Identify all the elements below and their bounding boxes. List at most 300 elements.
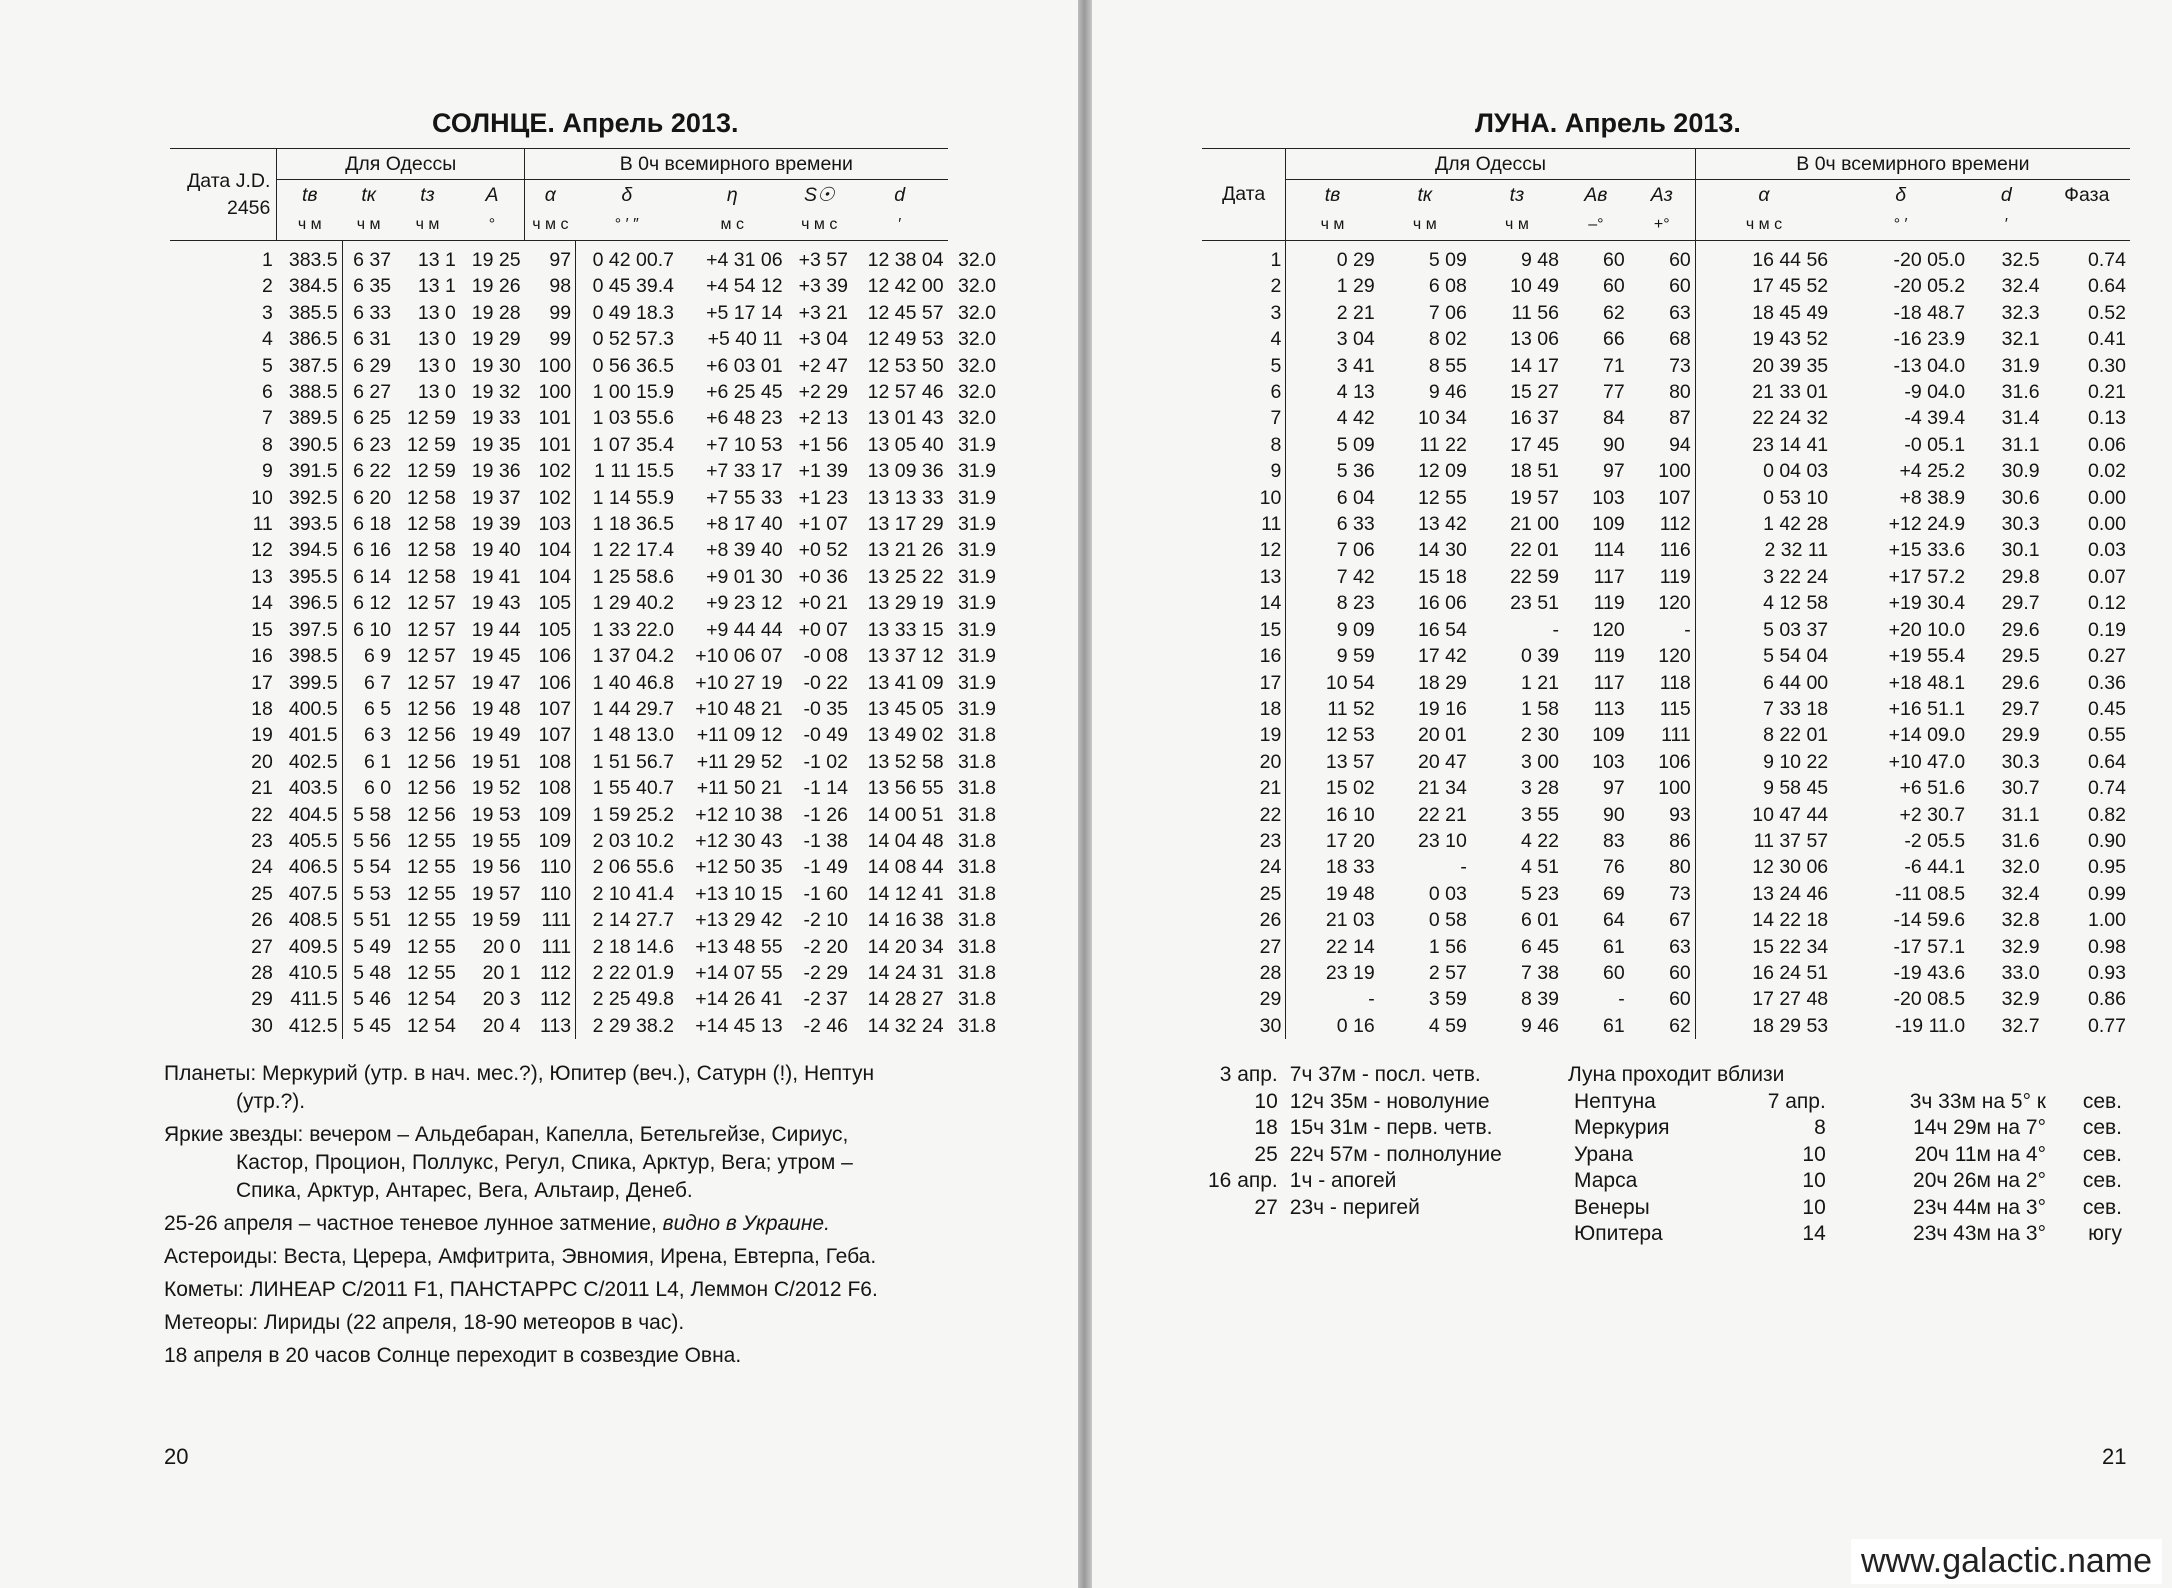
moon-table-row-cell: 0.93 <box>2088 961 2126 984</box>
sun-table-row-cell: +3 04 <box>798 328 848 351</box>
sun-table-row <box>170 537 1000 563</box>
sun-table-row-cell: 31.9 <box>958 513 996 536</box>
moon-table-row-cell: 15 18 <box>1418 565 1467 588</box>
sun-table-row-cell: -1 38 <box>803 829 848 852</box>
moon-table-row-cell: 64 <box>1603 909 1625 932</box>
sun-table-row-cell: +2 47 <box>798 354 848 377</box>
moon-conjunction-row-cell: сев. <box>2082 1142 2122 1166</box>
moon-phase-row-cell: 1ч - апогей <box>1289 1169 1397 1192</box>
sun-table-row-cell: 8 <box>262 433 273 456</box>
moon-phase-row-cell: 12ч 35м - новолуние <box>1289 1089 1490 1113</box>
moon-table-row-cell: -17 57.1 <box>1893 935 1966 958</box>
sun-table-row-cell: 98 <box>549 275 572 298</box>
moon-table-row-cell: 23 <box>1259 829 1282 852</box>
sun-table-row-cell: 2 06 55.6 <box>576 854 678 880</box>
sun-table-row-cell: 6 1 <box>342 749 395 775</box>
sun-table-row-cell: 12 54 <box>407 1014 456 1037</box>
sun-table-row-cell: +2 29 <box>798 381 848 404</box>
sun-table-row-cell: +5 17 14 <box>706 301 783 324</box>
moon-table-row <box>1202 326 2130 352</box>
sun-table-row-cell: 31.9 <box>958 671 996 694</box>
moon-table-row-cell: 5 09 <box>1428 249 1467 271</box>
right-page <box>1092 0 2172 1588</box>
moon-table-row-cell: 7 33 18 <box>1695 696 1832 722</box>
moon-table-row-cell: 15 22 34 <box>1695 934 1832 960</box>
moon-phase-row-cell: 22ч 57м - полнолуние <box>1289 1142 1502 1166</box>
moon-conjunction-row <box>1568 1195 2128 1222</box>
moon-table-row-cell: 30.3 <box>2001 750 2040 773</box>
moon-conjunction-row-cell: Юпитера <box>1574 1222 1663 1245</box>
sun-table-row-cell: +7 10 53 <box>706 433 783 456</box>
moon-table-row-cell: 11 52 <box>1286 696 1379 722</box>
moon-table-row <box>1202 670 2130 696</box>
moon-table-row-cell: 4 13 <box>1286 379 1379 405</box>
sun-table-row-cell: 109 <box>538 829 572 852</box>
sun-table-row-cell: 12 58 <box>407 486 456 509</box>
sun-table-row-cell: 2 <box>262 275 273 298</box>
moon-table-row-cell: 29.6 <box>2001 671 2040 694</box>
sun-table-row-cell: 12 57 <box>407 592 456 615</box>
sun-table-row-cell: 32.0 <box>958 328 996 351</box>
sun-table-row-cell: 13 21 26 <box>867 539 944 562</box>
page-number-right: 21 <box>2102 1444 2127 1469</box>
sun-table-row-cell: 5 54 <box>342 854 395 880</box>
moon-table-row-cell: 86 <box>1669 829 1691 852</box>
sun-table-row-cell: 410.5 <box>288 961 338 984</box>
moon-table-row-cell: 93 <box>1669 803 1691 826</box>
moon-table-row-cell: 60 <box>1603 275 1625 298</box>
moon-table-row-cell: +6 51.6 <box>1899 777 1966 800</box>
sun-table-row-cell: 12 56 <box>407 750 456 773</box>
moon-table-row <box>1202 379 2130 405</box>
moon-table-row-cell: 26 <box>1259 909 1282 932</box>
moon-table-row-cell: - <box>1460 856 1467 879</box>
sun-table-row-cell: 13 <box>251 565 273 588</box>
sun-table-row-cell: 1 18 36.5 <box>576 511 678 537</box>
moon-phase-row-cell: 18 <box>1254 1116 1278 1139</box>
moon-table-row-cell: 13 57 <box>1286 749 1379 775</box>
sun-table-row-cell: 1 22 17.4 <box>576 537 678 563</box>
moon-table-row-cell: 18 51 <box>1510 460 1559 483</box>
moon-phase-row <box>1202 1062 1508 1089</box>
sun-table-row <box>170 722 1000 748</box>
moon-table-row-cell: 10 <box>1259 486 1282 509</box>
moon-table-row-cell: 8 02 <box>1428 328 1467 351</box>
moon-table-row-cell: 60 <box>1669 961 1691 984</box>
moon-table-row-cell: 11 37 57 <box>1695 828 1832 854</box>
moon-table-row-cell: 100 <box>1658 460 1691 483</box>
moon-table-row-cell: - <box>1286 986 1379 1012</box>
sun-table-row-cell: 19 35 <box>471 433 521 456</box>
sun-table-row-cell: 13 33 15 <box>867 618 944 641</box>
sun-constellation-note: 18 апреля в 20 часов Солнце переходит в созвездие Овна. <box>164 1344 742 1367</box>
sun-table-row-cell: 13 45 05 <box>867 697 944 720</box>
sun-table-row-cell: 19 49 <box>471 724 521 747</box>
sun-table-row <box>170 960 1000 986</box>
sun-table-row-cell: 13 17 29 <box>867 513 944 536</box>
sun-table-row-cell: 100 <box>538 354 572 377</box>
moon-table-row-cell: 1 21 <box>1521 671 1559 694</box>
moon-table-row-cell: 4 59 <box>1428 1014 1467 1037</box>
sun-table-row-cell: 397.5 <box>288 618 338 641</box>
sun-table-row-cell: +2 13 <box>798 407 848 430</box>
moon-table-row-cell: -4 39.4 <box>1904 407 1966 430</box>
sun-table-row-cell: 384.5 <box>288 275 338 298</box>
moon-unit-av: –° <box>1563 210 1629 241</box>
sun-table-row-cell: +1 23 <box>798 486 848 509</box>
moon-table-row-cell: +19 55.4 <box>1888 645 1966 668</box>
moon-table-row-cell: 5 36 <box>1286 458 1379 484</box>
moon-table-row-cell: 31.6 <box>2001 829 2040 852</box>
moon-table-row-cell: 20 47 <box>1418 750 1467 773</box>
moon-table-row-cell: 116 <box>1659 539 1691 562</box>
moon-table-row-cell: 0.95 <box>2088 856 2126 879</box>
sun-table-row-cell: 401.5 <box>288 724 338 747</box>
moon-conjunction-row-cell: Урана <box>1574 1142 1634 1166</box>
moon-table-row-cell: 14 <box>1259 592 1282 615</box>
sun-table-row-cell: 102 <box>538 460 572 483</box>
moon-table-row-cell: 31.1 <box>2001 803 2040 826</box>
sun-table-row-cell: -0 08 <box>803 645 848 668</box>
sun-table-row-cell: 6 22 <box>342 458 395 484</box>
moon-table-row-cell: 14 17 <box>1510 354 1559 377</box>
moon-table-row-cell: 30.9 <box>2001 460 2040 483</box>
sun-table-row-cell: 27 <box>251 935 273 958</box>
sun-table-row-cell: 2 10 41.4 <box>576 881 678 907</box>
sun-table-row-cell: 1 37 04.2 <box>576 643 678 669</box>
moon-odessa-header: Для Одессы <box>1286 149 1695 180</box>
sun-table-row-cell: 6 14 <box>342 564 395 590</box>
sun-table-row-cell: 19 37 <box>471 486 521 509</box>
sun-table-row-cell: 31.9 <box>958 645 996 668</box>
moon-table-row-cell: 7 06 <box>1286 537 1379 563</box>
sun-table-row-cell: 32.0 <box>958 301 996 324</box>
sun-table-row-cell: 12 57 <box>407 618 456 641</box>
moon-table-row-cell: 1 42 28 <box>1695 511 1832 537</box>
sun-table-row-cell: 0 42 00.7 <box>576 241 678 274</box>
sun-table-row-cell: +8 39 40 <box>706 539 783 562</box>
sun-table-row-cell: 13 41 09 <box>867 671 944 694</box>
moon-conjunction-row <box>1568 1168 2128 1195</box>
moon-table-row-cell: 7 06 <box>1428 301 1467 324</box>
moon-conjunction-row-cell: 3ч 33м на 5° к <box>1909 1089 2046 1113</box>
sun-table-row-cell: 4 <box>262 328 273 351</box>
moon-table-row <box>1202 511 2130 537</box>
sun-table-row-cell: 13 0 <box>417 328 456 351</box>
moon-table-row-cell: +19 30.4 <box>1888 592 1966 615</box>
moon-phase-row-cell: 16 апр. <box>1208 1169 1278 1192</box>
sun-table-row-cell: 12 55 <box>407 935 456 958</box>
sun-table-row-cell: 12 57 <box>407 645 456 668</box>
moon-unit-phase <box>2044 210 2130 241</box>
sun-table-row <box>170 405 1000 431</box>
meteors-note: Метеоры: Лириды (22 апреля, 18-90 метеоров в час). <box>164 1311 685 1334</box>
moon-table-row-cell: +14 09.0 <box>1888 724 1966 747</box>
sun-table-row-cell: 389.5 <box>288 407 338 430</box>
sun-table-row-cell: 6 23 <box>342 432 395 458</box>
sun-table-row-cell: -0 35 <box>803 697 848 720</box>
moon-conjunction-row-cell: 23ч 43м на 3° <box>1913 1222 2046 1245</box>
sun-unit-tz: ч м <box>395 210 460 241</box>
sun-table-row <box>170 934 1000 960</box>
sun-table-row-cell: 13 09 36 <box>867 460 944 483</box>
sun-table-row-cell: 6 29 <box>342 353 395 379</box>
sun-table-row-cell: +3 39 <box>798 275 848 298</box>
moon-unit-tk: ч м <box>1379 210 1471 241</box>
moon-table-row-cell: 0.86 <box>2088 988 2126 1011</box>
moon-table-row-cell: 20 39 35 <box>1695 353 1832 379</box>
moon-table-row-cell: 90 <box>1603 433 1625 456</box>
moon-table-row-cell: 20 <box>1259 750 1282 773</box>
sun-table-row-cell: 23 <box>251 829 273 852</box>
sun-table-row <box>170 300 1000 326</box>
moon-table-row-cell: 14 30 <box>1418 539 1467 562</box>
conjunctions-title: Луна проходит вблизи <box>1568 1063 1785 1086</box>
sun-table-row-cell: 12 59 <box>407 433 456 456</box>
sun-table-row-cell: 19 52 <box>471 777 521 800</box>
sun-table-row-cell: 399.5 <box>288 671 338 694</box>
moon-table-row-cell: 30.6 <box>2001 486 2040 509</box>
moon-table-row-cell: 21 <box>1259 777 1282 800</box>
moon-table-row-cell: 23 51 <box>1510 592 1559 615</box>
sun-col-eta: η <box>726 183 738 206</box>
moon-table-row-cell: 119 <box>1659 565 1691 588</box>
moon-table-row-cell: 6 44 00 <box>1695 670 1832 696</box>
sun-table-row-cell: -1 49 <box>803 856 848 879</box>
moon-table-row-cell: 9 <box>1270 460 1282 483</box>
moon-phase-row-cell: 10 <box>1254 1089 1278 1113</box>
moon-table-row-cell: 60 <box>1603 249 1625 271</box>
sun-table-row <box>170 828 1000 854</box>
moon-table-row <box>1202 643 2130 669</box>
sun-table-row-cell: 19 51 <box>471 750 521 773</box>
sun-table-row-cell: 14 08 44 <box>867 856 944 879</box>
sun-table-row-cell: +4 54 12 <box>706 275 783 298</box>
sun-table-row-cell: 20 <box>251 750 273 773</box>
moon-table-row <box>1202 854 2130 880</box>
moon-table-row-cell: 32.9 <box>2001 935 2040 958</box>
sun-table-row-cell: 19 32 <box>471 381 521 404</box>
sun-table-row-cell: 407.5 <box>288 882 338 905</box>
moon-table-row-cell: +15 33.6 <box>1888 539 1966 562</box>
sun-table-row-cell: 1 14 55.9 <box>576 485 678 511</box>
moon-table-row-cell: 16 44 56 <box>1695 241 1832 274</box>
moon-table-row-cell: 30.3 <box>2001 513 2040 536</box>
sun-table-row-cell: 11 <box>252 513 273 536</box>
sun-table-row-cell: 19 29 <box>471 328 521 351</box>
moon-table-row-cell: -20 08.5 <box>1893 988 1966 1011</box>
moon-table-row-cell: 3 55 <box>1521 803 1559 826</box>
sun-table-row-cell: 19 53 <box>471 803 521 826</box>
moon-table-row-cell: 5 23 <box>1521 882 1559 905</box>
moon-table-row-cell: 115 <box>1659 697 1691 720</box>
sun-table-row-cell: 6 9 <box>342 643 395 669</box>
sun-table-row-cell: 5 58 <box>342 802 395 828</box>
sun-table-row-cell: 3 <box>262 301 273 324</box>
moon-table-row-cell: 3 41 <box>1286 353 1379 379</box>
sun-table-row-cell: 111 <box>541 909 572 932</box>
moon-table-row-cell: 1 58 <box>1521 697 1559 720</box>
sun-table-row-cell: 1 00 15.9 <box>576 379 678 405</box>
moon-ephemeris-table <box>1202 148 2130 1039</box>
sun-table-row-cell: 16 <box>251 645 273 668</box>
moon-table-row-cell: 0.03 <box>2088 539 2126 562</box>
moon-table-row-cell: 120 <box>1592 618 1625 641</box>
sun-table-row-cell: 108 <box>538 750 572 773</box>
moon-table-row-cell: 0.64 <box>2088 275 2126 298</box>
moon-col-tv: tв <box>1286 180 1379 211</box>
moon-table-row-cell: 100 <box>1658 777 1691 800</box>
moon-table-row-cell: 12 30 06 <box>1695 854 1832 880</box>
sun-table-row-cell: 31.9 <box>958 460 996 483</box>
moon-table-row-cell: 29.5 <box>2001 645 2040 668</box>
moon-table-row-cell: 0.98 <box>2088 935 2126 958</box>
moon-table-row-cell: 10 49 <box>1510 275 1559 298</box>
sun-table-row-cell: 6 33 <box>342 300 395 326</box>
sun-table-row-cell: 107 <box>538 724 572 747</box>
sun-table-row-cell: 1 <box>262 249 273 271</box>
sun-table-title: СОЛНЦЕ. Апрель 2013. <box>432 108 739 138</box>
sun-table-row-cell: 2 29 38.2 <box>576 1013 678 1039</box>
moon-phase-row-cell: 7ч 37м - посл. четв. <box>1289 1063 1481 1086</box>
sun-unit-d: ′ <box>852 210 948 241</box>
sun-table-row-cell: 12 56 <box>407 803 456 826</box>
sun-col-tk: tк <box>361 183 376 206</box>
sun-table-row-cell: 1 40 46.8 <box>576 670 678 696</box>
sun-table-row-cell: +10 06 07 <box>695 645 783 668</box>
sun-table-row-cell: 5 51 <box>342 907 395 933</box>
moon-table-row-cell: 63 <box>1669 301 1691 324</box>
sun-table-row-cell: 1 03 55.6 <box>576 405 678 431</box>
moon-table-row-cell: 13 42 <box>1418 513 1467 536</box>
sun-table-row-cell: 31.8 <box>958 803 996 826</box>
moon-table-row-cell: 73 <box>1669 882 1691 905</box>
sun-table-row-cell: 31.8 <box>958 882 996 905</box>
moon-table-row-cell: 0 04 03 <box>1695 458 1832 484</box>
sun-table-row-cell: -2 46 <box>803 1014 848 1037</box>
sun-table-row-cell: 0 45 39.4 <box>576 273 678 299</box>
moon-table-row-cell: 32.4 <box>2001 275 2040 298</box>
sun-table-row-cell: 19 45 <box>471 645 521 668</box>
sun-unit-alpha: ч м с <box>525 210 576 241</box>
moon-table-row-cell: +10 47.0 <box>1888 750 1966 773</box>
moon-table-row-cell: 13 06 <box>1510 328 1559 351</box>
sun-table-row-cell: 12 55 <box>407 856 456 879</box>
moon-table-row-cell: 4 <box>1270 328 1282 351</box>
moon-table-row-cell: 32.1 <box>2001 328 2040 351</box>
moon-conjunction-row-cell: 23ч 44м на 3° <box>1913 1195 2046 1219</box>
moon-table-row-cell: 117 <box>1593 565 1625 588</box>
moon-table-row-cell: 0.13 <box>2088 407 2126 430</box>
sun-table-row-cell: 31.9 <box>958 565 996 588</box>
sun-table-row-cell: 396.5 <box>288 592 338 615</box>
sun-table-row-cell: 13 0 <box>417 301 456 324</box>
moon-conjunction-row <box>1568 1089 2128 1116</box>
moon-table-row-cell: 32.0 <box>2001 856 2040 879</box>
sun-table-row-cell: -0 49 <box>803 724 848 747</box>
moon-phase-row <box>1202 1115 1508 1142</box>
moon-table-row-cell: 22 01 <box>1510 539 1559 562</box>
moon-phase-row-cell: 3 апр. <box>1219 1063 1278 1086</box>
moon-table-row-cell: 12 53 <box>1286 722 1379 748</box>
moon-table-row-cell: 0.64 <box>2088 750 2126 773</box>
moon-table-row-cell: 8 23 <box>1286 590 1379 616</box>
sun-table-row-cell: 19 36 <box>471 460 521 483</box>
moon-table-row <box>1202 907 2130 933</box>
sun-unit-tv: ч м <box>277 210 342 241</box>
moon-table-row <box>1202 934 2130 960</box>
moon-conjunction-row-cell: сев. <box>2082 1116 2122 1139</box>
moon-table-row-cell: 32.5 <box>2001 249 2040 271</box>
moon-table-row-cell: 6 01 <box>1521 909 1559 932</box>
moon-table-row-cell: -16 23.9 <box>1893 328 1966 351</box>
moon-table-row-cell: 0.90 <box>2088 829 2126 852</box>
moon-unit-d: ′ <box>1969 210 2044 241</box>
moon-table-row-cell: -11 08.5 <box>1894 882 1966 905</box>
sun-table-row-cell: 31.9 <box>958 433 996 456</box>
moon-table-row-cell: 30.7 <box>2001 777 2040 800</box>
moon-table-row-cell: 69 <box>1603 882 1625 905</box>
moon-table-row-cell: 83 <box>1603 829 1625 852</box>
sun-table-row-cell: +0 36 <box>798 565 848 588</box>
sun-table-row-cell: +14 45 13 <box>695 1014 783 1037</box>
moon-conjunction-row-cell: Меркурия <box>1574 1116 1670 1139</box>
sun-table-row-cell: 19 39 <box>471 513 521 536</box>
moon-table-row-cell: 0.74 <box>2088 777 2126 800</box>
sun-table-row-cell: +12 50 35 <box>695 856 783 879</box>
sun-date-header: Дата J.D. <box>187 170 271 193</box>
sun-table-row-cell: 19 28 <box>471 301 521 324</box>
sun-table-row-cell: 12 56 <box>407 697 456 720</box>
moon-conjunction-row-cell: 10 <box>1802 1142 1826 1166</box>
moon-table-row-cell: 3 28 <box>1521 777 1559 800</box>
sun-table-row-cell: 24 <box>251 856 273 879</box>
sun-table-row-cell: 2 18 14.6 <box>576 934 678 960</box>
sun-table-row <box>170 511 1000 537</box>
moon-conjunctions <box>1568 1062 2128 1248</box>
moon-table-row-cell: 21 00 <box>1510 513 1559 536</box>
moon-table-row <box>1202 590 2130 616</box>
moon-table-row-cell: +20 10.0 <box>1888 618 1966 641</box>
moon-table-row-cell: 5 03 37 <box>1695 617 1832 643</box>
moon-table-row-cell: 67 <box>1669 909 1691 932</box>
moon-table-row-cell: - <box>1684 618 1691 641</box>
moon-table-row-cell: 9 48 <box>1521 249 1559 271</box>
sun-table-row-cell: 12 55 <box>407 882 456 905</box>
moon-table-row-cell: 22 21 <box>1418 803 1467 826</box>
sun-table-row-cell: 31.8 <box>958 909 996 932</box>
sun-table-row-cell: 20 3 <box>482 988 521 1011</box>
sun-table-row-cell: 110 <box>540 882 572 905</box>
moon-table-row-cell: 80 <box>1669 856 1691 879</box>
watermark: www.galactic.name <box>1851 1539 2162 1584</box>
moon-table-row-cell: 62 <box>1669 1014 1691 1037</box>
sun-table-row-cell: 12 59 <box>407 460 456 483</box>
sun-table-row-cell: 111 <box>541 935 572 958</box>
moon-col-delta: δ <box>1895 183 1907 206</box>
moon-col-az: Aз <box>1650 183 1673 206</box>
sun-table-row-cell: -1 14 <box>803 777 848 800</box>
sun-table-row-cell: 12 57 <box>407 671 456 694</box>
moon-date-header: Дата <box>1202 149 1286 241</box>
moon-table-row-cell: 71 <box>1603 354 1625 377</box>
sun-table-row-cell: 395.5 <box>288 565 338 588</box>
sun-table-row-cell: +1 07 <box>798 513 848 536</box>
sun-notes <box>164 1060 1004 1375</box>
moon-table-row-cell: +17 57.2 <box>1888 565 1966 588</box>
sun-table-row-cell: 31.9 <box>958 618 996 641</box>
moon-table-row-cell: 7 38 <box>1521 961 1559 984</box>
